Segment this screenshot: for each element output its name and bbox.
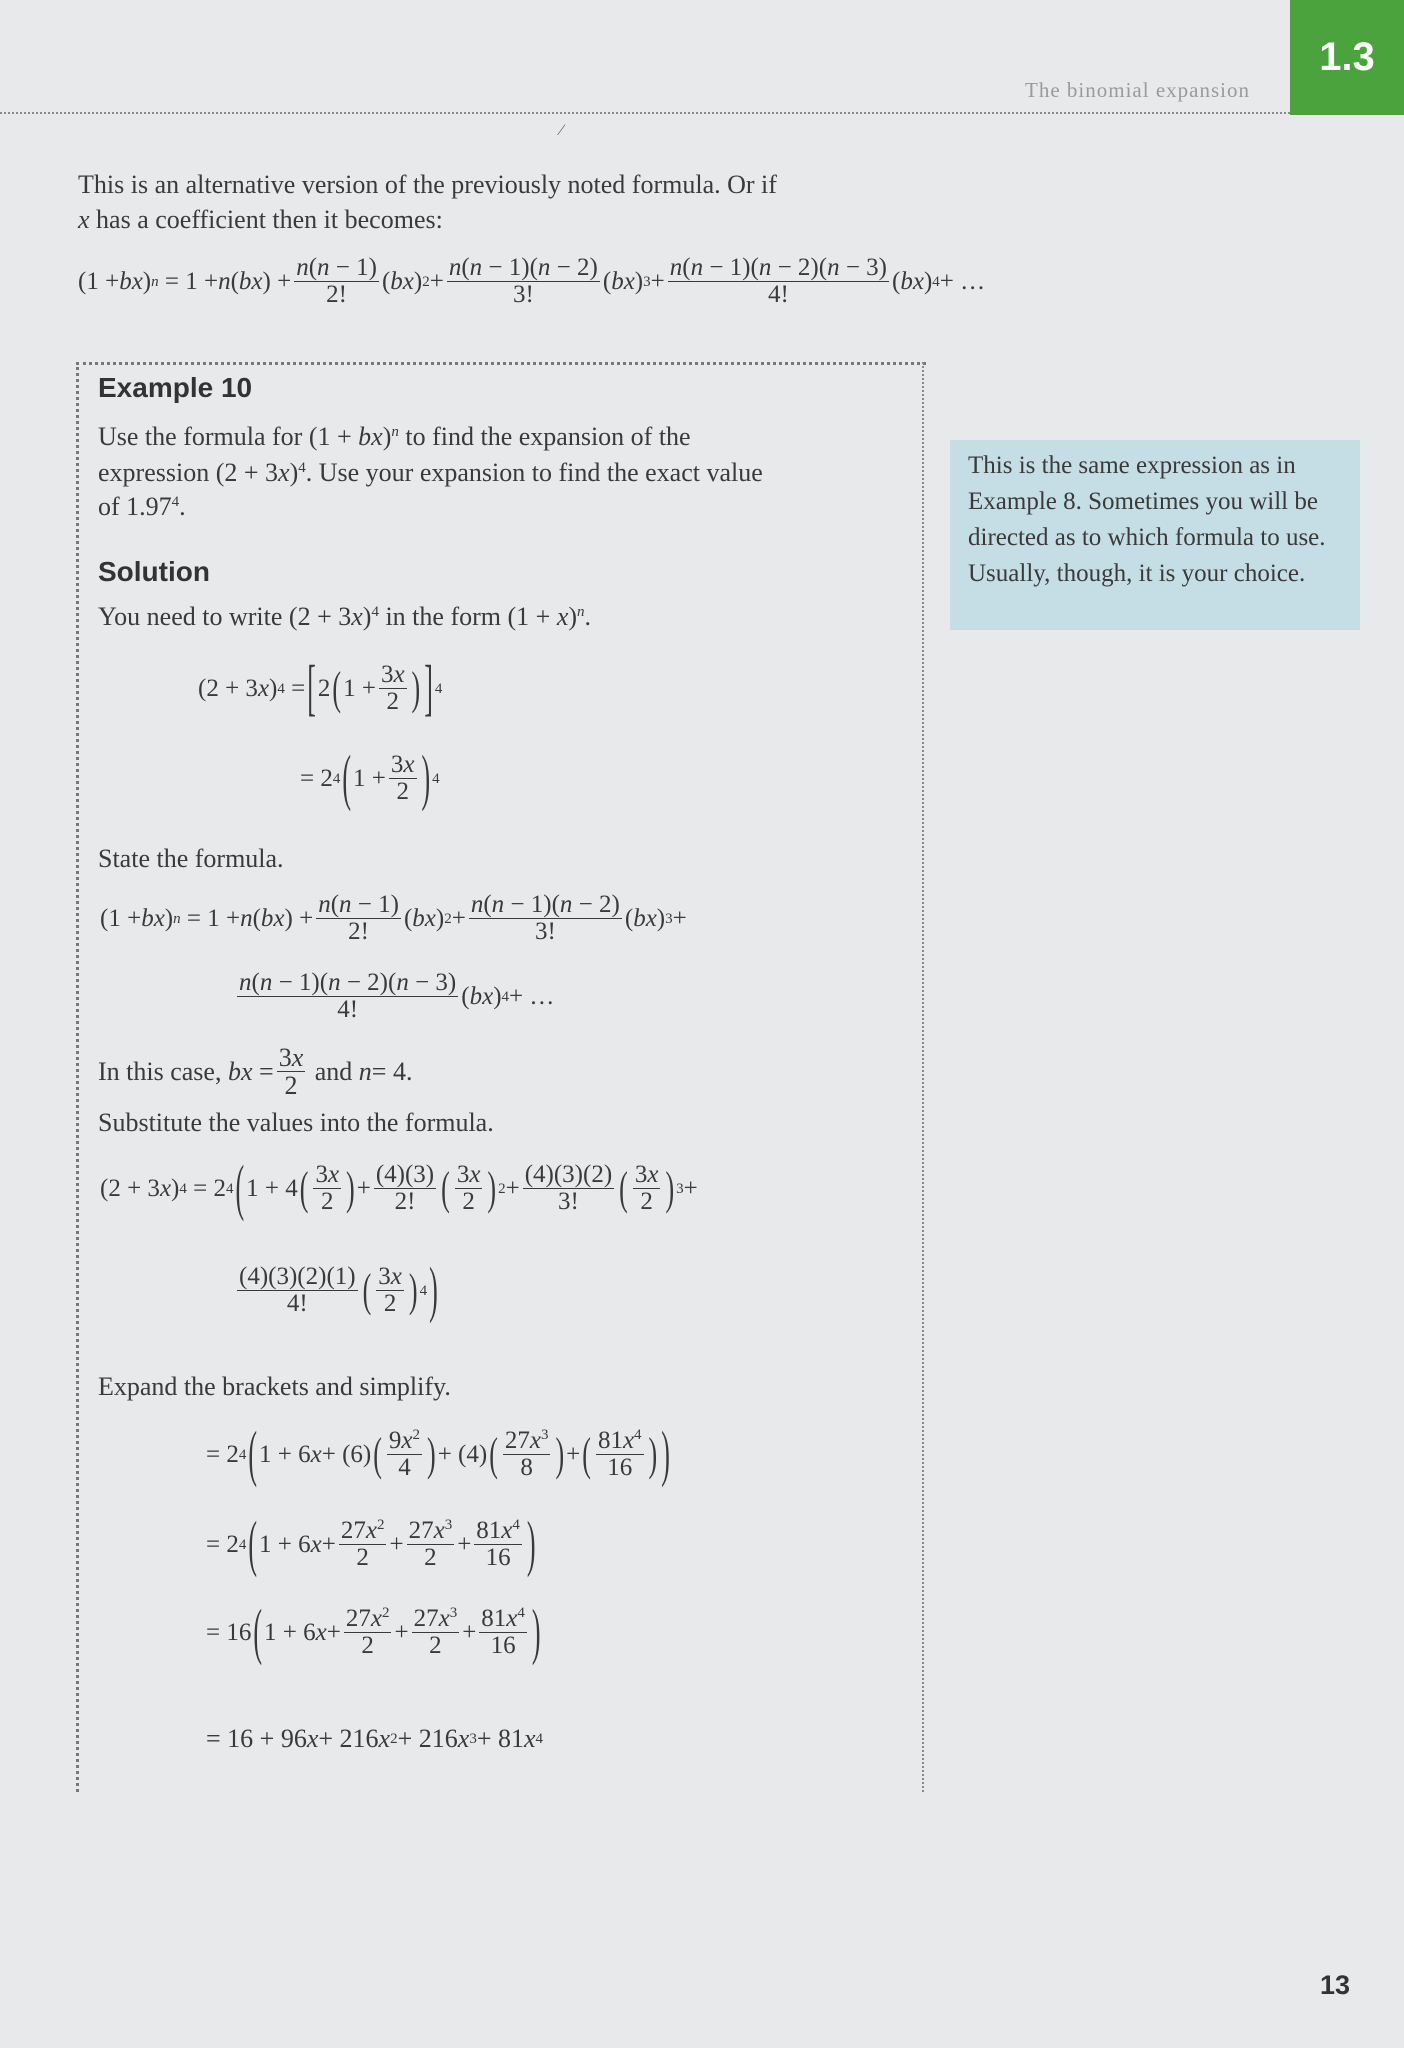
rewrite-step-1: (2 + 3 x ) 4 = [ 2 ( 1 + $\frac{3x}{2}$ ) ] 4 <box>198 652 443 723</box>
formula-line-2: $\frac{n(n - 1)(n - 2)(n - 3)}{4!}$ ( bx ) 4 + … <box>239 969 555 1024</box>
state-formula-text: State the formula. <box>98 844 284 873</box>
header-rule <box>0 112 1290 114</box>
page-number: 13 <box>1320 1970 1351 2000</box>
question-line-2: expression $(2 + 3x)^4$. Use your expansion to find the exact value <box>98 458 763 487</box>
question-line-3: of 1.97$^4$. <box>98 492 186 521</box>
running-header: The binomial expansion <box>1025 78 1250 102</box>
expand-step-3: = 16 ( 1 + 6 x + $\frac{27x^2}{2}$ + $\frac{27x^3}{2}$ + $\frac{81x^4}{16}$ ) <box>206 1596 541 1667</box>
formula-line-1: (1 + bx ) n = 1 + n ( bx ) + $\frac{n(n - 1)}{2!}$ ( bx ) 2 + $\frac{n(n - 1)(n - 2)}{3!}$ ( bx ) 3 + <box>100 891 687 946</box>
intro-line-2: x has a coefficient then it becomes: <box>78 205 443 234</box>
question-line-1: Use the formula for (1 + bx)$^n$ to find the expansion of the <box>98 422 691 451</box>
general-formula: (1 + bx ) n = 1 + n ( bx ) + $\frac{n(n - 1)}{2!}$ ( bx ) 2 + $\frac{n(n - 1)(n - 2)}{3!}$ ( bx ) 3 + $\frac{n(n - 1)(n - 2)(n - 3)}{4!}$ ( bx ) 4 + … <box>78 254 986 309</box>
expand-step-1: = 2 4 ( 1 + 6 x + (6) ( $\frac{9x^2}{4}$ ) + (4) ( $\frac{27x^3}{8}$ ) + ( $\frac{81x^4}{16}$ ) ) <box>206 1418 670 1489</box>
example-heading: Example 10 <box>98 372 253 403</box>
stray-mark: ⁄ <box>560 122 563 139</box>
sidebar-note: This is the same expression as in Example 8. Sometimes you will be directed as to which formula to use. Usually, though, it is your choice. <box>950 440 1360 630</box>
solution-heading: Solution <box>98 556 210 587</box>
rewrite-step-2: = 2 4 ( 1 + $\frac{3x}{2}$ ) 4 <box>300 742 440 813</box>
example-box-left <box>76 362 79 1792</box>
substitution-line-2: $\frac{(4)(3)(2)(1)}{4!}$ ( $\frac{3x}{2}$ ) 4 ) <box>239 1254 438 1325</box>
section-tab: 1.3 <box>1290 0 1404 115</box>
expand-step-2: = 2 4 ( 1 + 6 x + $\frac{27x^2}{2}$ + $\frac{27x^3}{2}$ + $\frac{81x^4}{16}$ ) <box>206 1508 536 1579</box>
example-box-right <box>922 362 924 1792</box>
intro-line-1: This is an alternative version of the previously noted formula. Or if <box>78 170 777 199</box>
example-box-top <box>76 362 926 365</box>
substitution-line-1: (2 + 3 x ) 4 = 2 4 ( 1 + 4 ( $\frac{3x}{2}$ ) + $\frac{(4)(3)}{2!}$ ( $\frac{3x}{2}$ ) 2 + $\frac{(4)(3)(2)}{3!}$ ( $\frac{3x}{2}$ ) 3 + <box>100 1152 698 1223</box>
final-result: = 16 + 96 x + 216 x 2 + 216 x 3 + 81 x 4 <box>206 1724 544 1753</box>
substitute-text: Substitute the values into the formula. <box>98 1108 494 1137</box>
case-line: In this case, bx = $\frac{3x}{2}$ and n = 4. <box>98 1043 413 1101</box>
solution-line-1: You need to write $(2 + 3x)^4$ in the form $(1 + x)^n$. <box>98 602 592 631</box>
expand-text: Expand the brackets and simplify. <box>98 1372 451 1401</box>
